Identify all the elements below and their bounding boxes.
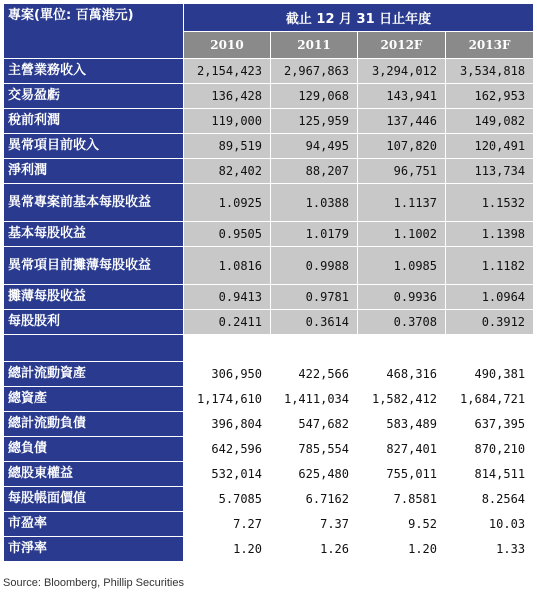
cell-value: 0.9781 [271,285,358,310]
cell-value: 149,082 [446,109,534,134]
spacer-cell [184,335,534,362]
cell-value: 490,381 [446,362,534,387]
unit-label: 專案(單位: 百萬港元) [4,4,184,59]
cell-value: 1.0388 [271,184,358,222]
cell-value: 0.9505 [184,222,271,247]
table-row [4,109,534,134]
cell-value: 113,734 [446,159,534,184]
row-label: 異常項目前收入 [4,134,184,159]
cell-value: 1,684,721 [446,387,534,412]
year-header: 2011 [271,32,358,59]
cell-value: 82,402 [184,159,271,184]
row-label: 總股東權益 [4,462,184,487]
cell-value: 107,820 [358,134,446,159]
row-label: 主營業務收入 [4,59,184,84]
table-row [4,412,534,437]
cell-value: 755,011 [358,462,446,487]
cell-value: 1.26 [271,537,358,562]
cell-value: 1,411,034 [271,387,358,412]
cell-value: 1.0179 [271,222,358,247]
cell-value: 96,751 [358,159,446,184]
cell-value: 1.0985 [358,247,446,285]
cell-value: 2,967,863 [271,59,358,84]
table-row [4,310,534,335]
cell-value: 532,014 [184,462,271,487]
table-row [4,247,534,285]
cell-value: 583,489 [358,412,446,437]
cell-value: 2,154,423 [184,59,271,84]
cell-value: 137,446 [358,109,446,134]
cell-value: 9.52 [358,512,446,537]
table-row [4,537,534,562]
cell-value: 306,950 [184,362,271,387]
cell-value: 1.0925 [184,184,271,222]
year-header: 2012F [358,32,446,59]
row-label: 異常專案前基本每股收益 [4,184,184,222]
cell-value: 785,554 [271,437,358,462]
cell-value: 7.37 [271,512,358,537]
table-row [4,512,534,537]
cell-value: 1.1532 [446,184,534,222]
cell-value: 1.1398 [446,222,534,247]
cell-value: 7.8581 [358,487,446,512]
cell-value: 143,941 [358,84,446,109]
cell-value: 1.33 [446,537,534,562]
cell-value: 547,682 [271,412,358,437]
spacer-label [4,335,184,362]
table-row [4,437,534,462]
cell-value: 1,174,610 [184,387,271,412]
row-label: 淨利潤 [4,159,184,184]
table-row [4,222,534,247]
financial-table [3,3,534,562]
table-row [4,134,534,159]
table-row [4,487,534,512]
cell-value: 1.20 [358,537,446,562]
cell-value: 1.1002 [358,222,446,247]
cell-value: 6.7162 [271,487,358,512]
cell-value: 1.20 [184,537,271,562]
cell-value: 89,519 [184,134,271,159]
cell-value: 0.3708 [358,310,446,335]
cell-value: 625,480 [271,462,358,487]
row-label: 總負債 [4,437,184,462]
year-header: 2010 [184,32,271,59]
table-row [4,84,534,109]
row-label: 總計流動負債 [4,412,184,437]
table-row [4,59,534,84]
cell-value: 1.0816 [184,247,271,285]
cell-value: 162,953 [446,84,534,109]
row-label: 稅前利潤 [4,109,184,134]
cell-value: 136,428 [184,84,271,109]
cell-value: 120,491 [446,134,534,159]
cell-value: 8.2564 [446,487,534,512]
period-label: 截止 12 月 31 日止年度 [184,4,534,32]
cell-value: 10.03 [446,512,534,537]
row-label: 交易盈虧 [4,84,184,109]
cell-value: 642,596 [184,437,271,462]
cell-value: 396,804 [184,412,271,437]
cell-value: 129,068 [271,84,358,109]
cell-value: 422,566 [271,362,358,387]
table-row [4,285,534,310]
row-label: 市淨率 [4,537,184,562]
cell-value: 119,000 [184,109,271,134]
table-row [4,184,534,222]
row-label: 基本每股收益 [4,222,184,247]
cell-value: 3,534,818 [446,59,534,84]
source-note: Source: Bloomberg, Phillip Securities [3,577,184,589]
cell-value: 1,582,412 [358,387,446,412]
row-label: 每股帳面價值 [4,487,184,512]
row-label: 總資產 [4,387,184,412]
row-label: 每股股利 [4,310,184,335]
cell-value: 814,511 [446,462,534,487]
spacer-row [4,335,534,362]
cell-value: 0.9988 [271,247,358,285]
cell-value: 94,495 [271,134,358,159]
cell-value: 1.1182 [446,247,534,285]
row-label: 總計流動資產 [4,362,184,387]
row-label: 市盈率 [4,512,184,537]
cell-value: 1.1137 [358,184,446,222]
cell-value: 0.9413 [184,285,271,310]
cell-value: 1.0964 [446,285,534,310]
cell-value: 88,207 [271,159,358,184]
cell-value: 0.3614 [271,310,358,335]
cell-value: 0.3912 [446,310,534,335]
table-row [4,462,534,487]
cell-value: 125,959 [271,109,358,134]
cell-value: 637,395 [446,412,534,437]
year-header: 2013F [446,32,534,59]
cell-value: 5.7085 [184,487,271,512]
table-row [4,159,534,184]
row-label: 攤薄每股收益 [4,285,184,310]
table-row [4,362,534,387]
cell-value: 0.9936 [358,285,446,310]
cell-value: 827,401 [358,437,446,462]
row-label: 異常項目前攤薄每股收益 [4,247,184,285]
table-row [4,387,534,412]
cell-value: 7.27 [184,512,271,537]
cell-value: 3,294,012 [358,59,446,84]
cell-value: 870,210 [446,437,534,462]
cell-value: 0.2411 [184,310,271,335]
cell-value: 468,316 [358,362,446,387]
